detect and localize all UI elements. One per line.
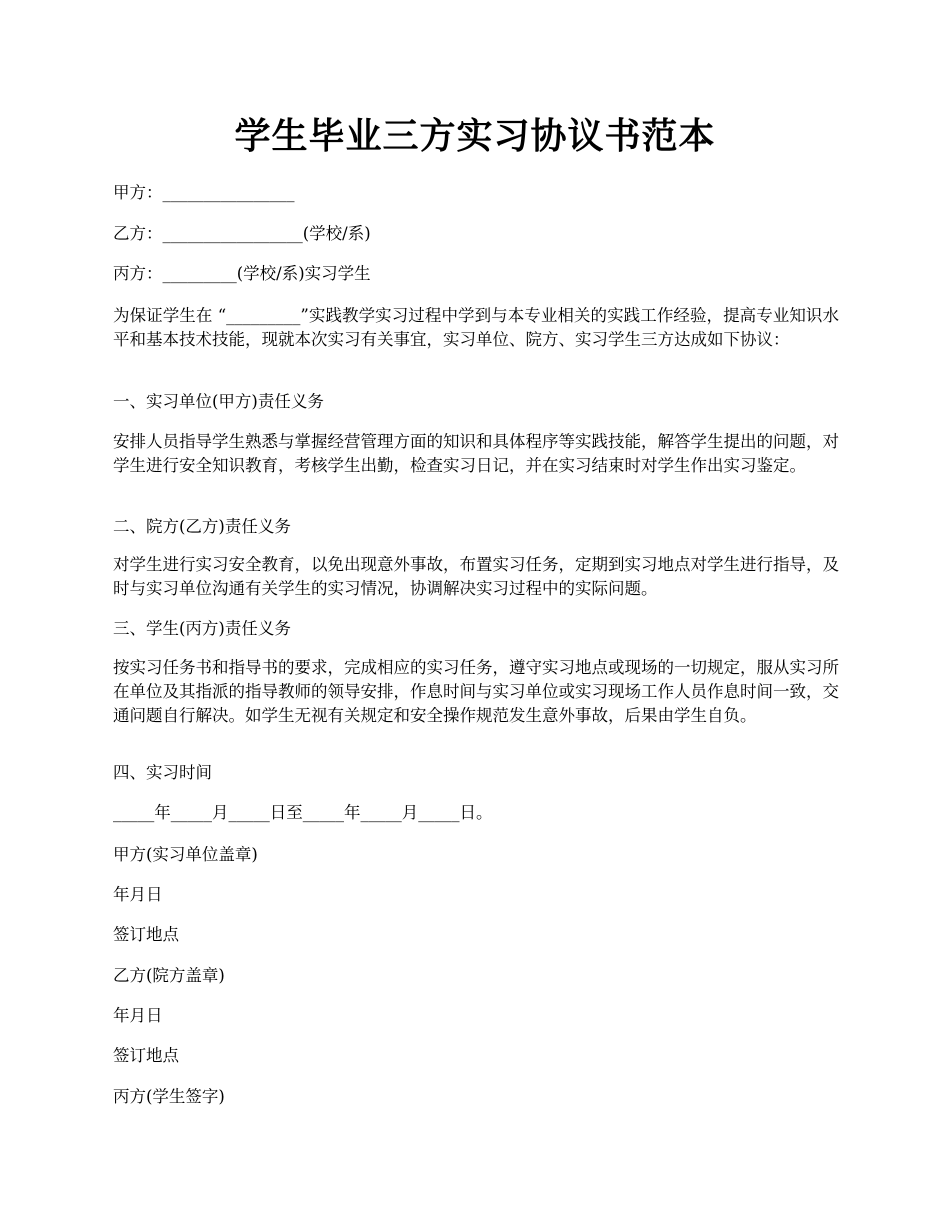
party-b-seal: 乙方(院方盖章)	[113, 966, 225, 985]
party-a-date: 年月日	[113, 885, 163, 904]
section3-heading: 三、学生(丙方)责任义务	[113, 619, 291, 638]
document-title: 学生毕业三方实习协议书范本	[234, 115, 716, 157]
section2-heading: 二、院方(乙方)责任义务	[113, 517, 291, 536]
intro-paragraph: 为保证学生在 “_________”实践教学实习过程中学到与本专业相关的实践工作经验，提高专业知识水平和基本技术技能，现就本次实习有关事宜，实习单位、院方、实习学生三方达成如下协议：	[113, 306, 839, 349]
internship-date-range: _____年_____月_____日至_____年_____月_____日。	[113, 803, 493, 822]
section1-body: 安排人员指导学生熟悉与掌握经营管理方面的知识和具体程序等实践技能，解答学生提出的问题，对学生进行安全知识教育，考核学生出勤，检查实习日记，并在实习结束时对学生作出实习鉴定。	[113, 432, 839, 475]
party-a-seal: 甲方(实习单位盖章)	[113, 845, 258, 864]
section4-heading: 四、实习时间	[113, 763, 212, 782]
party-b-place: 签订地点	[113, 1046, 179, 1065]
section1-heading: 一、实习单位(甲方)责任义务	[113, 392, 324, 411]
party-b-date: 年月日	[113, 1006, 163, 1025]
section3-body: 按实习任务书和指导书的要求，完成相应的实习任务，遵守实习地点或现场的一切规定，服从实习所在单位及其指派的指导教师的领导安排，作息时间与实习单位或实习现场工作人员作息时间一致，交通问题自行解决。如学生无视有关规定和安全操作规范发生意外事故，后果由学生自负。	[113, 658, 839, 725]
party-a-place: 签订地点	[113, 925, 179, 944]
section2-body: 对学生进行实习安全教育，以免出现意外事故，布置实习任务，定期到实习地点对学生进行指导，及时与实习单位沟通有关学生的实习情况，协调解决实习过程中的实际问题。	[113, 555, 839, 598]
party-a-line: 甲方：________________	[113, 183, 295, 202]
party-c-signature: 丙方(学生签字)	[113, 1087, 225, 1106]
party-c-line: 丙方：_________(学校/系)实习学生	[113, 264, 371, 283]
party-b-line: 乙方：_________________(学校/系)	[113, 224, 371, 243]
